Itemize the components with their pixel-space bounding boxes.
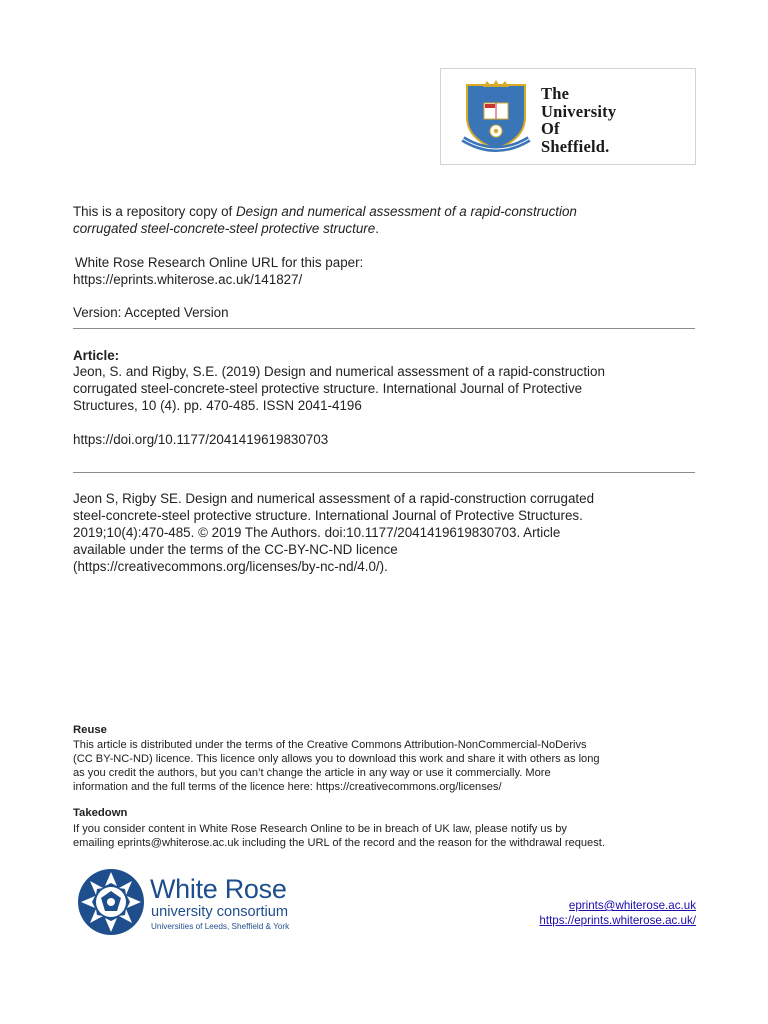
university-logo <box>440 68 696 165</box>
url-block <box>73 254 698 288</box>
version-text: Version: Accepted Version <box>73 305 229 320</box>
paper-url[interactable]: https://eprints.whiterose.ac.uk/141827/ <box>73 272 303 287</box>
divider <box>73 472 695 473</box>
intro-suffix: . <box>375 221 379 236</box>
intro-prefix: This is a repository copy of <box>73 204 236 219</box>
article-line: Jeon, S. and Rigby, S.E. (2019) Design and numerical assessment of a rapid-construction <box>73 364 605 379</box>
white-rose-subtitle: university consortium <box>151 904 289 920</box>
divider <box>73 328 695 329</box>
paper-title: Design and numerical assessment of a rapid-construction <box>235 204 577 219</box>
citation-line: 2019;10(4):470-485. © 2019 The Authors. doi:10.1177/2041419619830703. Article <box>73 525 561 540</box>
article-reference <box>73 363 698 414</box>
university-name-line: The <box>541 84 570 103</box>
article-line: corrugated steel-concrete-steel protective structure. International Journal of Protective <box>73 381 583 396</box>
takedown-text <box>73 822 703 850</box>
citation-line: steel-concrete-steel protective structure. International Journal of Protective Structures. <box>73 508 583 523</box>
email-link[interactable]: eprints@whiterose.ac.uk <box>568 899 696 912</box>
site-link[interactable]: https://eprints.whiterose.ac.uk/ <box>539 914 696 927</box>
reuse-line: as you credit the authors, but you can’t change the article in any way or use it commercially. More <box>73 767 551 779</box>
citation-line: Jeon S, Rigby SE. Design and numerical assessment of a rapid-construction corrugated <box>73 491 595 506</box>
reuse-text <box>73 738 703 794</box>
white-rose-universities: Universities of Leeds, Sheffield & York <box>151 922 290 931</box>
paper-title: corrugated steel-concrete-steel protective structure <box>73 221 376 236</box>
white-rose-icon <box>76 866 146 938</box>
citation-line: available under the terms of the CC-BY-NC-ND licence <box>73 542 398 557</box>
white-rose-brand: White Rose <box>150 874 287 904</box>
reuse-heading: Reuse <box>73 724 107 736</box>
article-doi[interactable]: https://doi.org/10.1177/2041419619830703 <box>73 432 329 447</box>
reuse-line: (CC BY-NC-ND) licence. This licence only allows you to download this work and share it with others as long <box>73 753 600 765</box>
repository-intro <box>73 203 698 237</box>
university-name-line: Of <box>541 119 560 138</box>
university-name-line: Sheffield. <box>541 136 610 156</box>
takedown-heading: Takedown <box>73 807 128 819</box>
takedown-line: If you consider content in White Rose Research Online to be in breach of UK law, please notify us by <box>73 823 567 835</box>
university-name-line: University <box>541 101 617 121</box>
reuse-line: This article is distributed under the terms of the Creative Commons Attribution-NonCommercial-NoDerivs <box>73 739 587 751</box>
citation-block <box>73 490 698 575</box>
citation-line: (https://creativecommons.org/licenses/by-nc-nd/4.0/). <box>73 559 388 574</box>
reuse-line: information and the full terms of the licence here: https://creativecommons.org/licenses/ <box>73 781 502 793</box>
article-heading: Article: <box>73 348 120 363</box>
university-crest-icon <box>459 79 533 155</box>
takedown-line: emailing eprints@whiterose.ac.uk including the URL of the record and the reason for the withdrawal request. <box>73 837 605 849</box>
article-line: Structures, 10 (4). pp. 470-485. ISSN 2041-4196 <box>73 398 362 413</box>
url-label: White Rose Research Online URL for this paper: <box>75 255 364 270</box>
university-name <box>541 85 616 155</box>
